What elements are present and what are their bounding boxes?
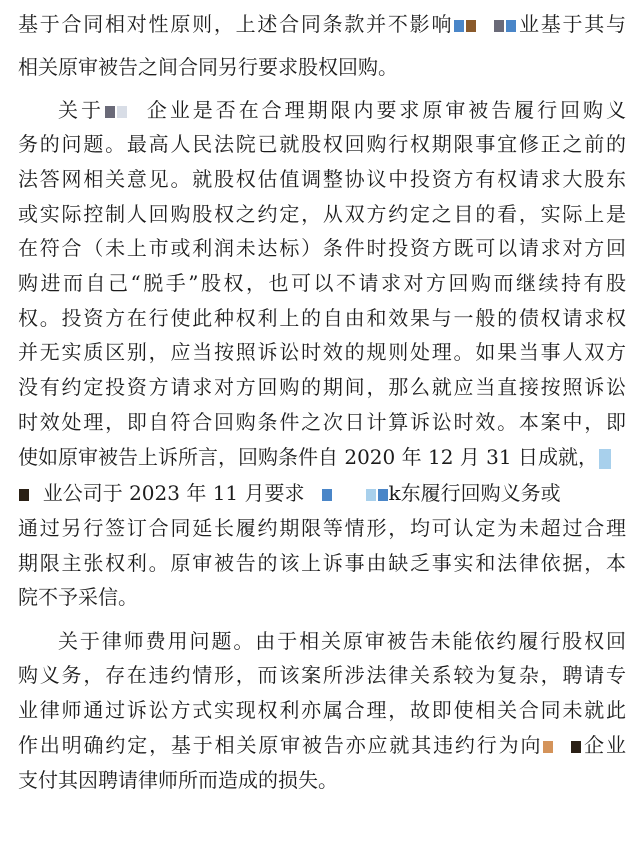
redaction-block — [466, 20, 476, 32]
text-line: 期限主张权利。原审被告的该上诉事由缺乏事实和法律依据，本 — [18, 551, 626, 575]
text-line: 或实际控制人回购股权之约定，从双方约定之目的看，实际上是 — [18, 202, 626, 226]
text-line: 关于律师费用问题。由于相关原审被告未能依约履行股权回 — [58, 629, 626, 653]
redaction-block — [322, 489, 332, 501]
redaction-block — [543, 741, 553, 753]
text-line: 购义务，存在违约情形，而该案所涉法律关系较为复杂，聘请专 — [18, 663, 626, 687]
text-line: 使如原审被告上诉所言，回购条件自 2020 年 12 月 31 日成就， — [18, 441, 626, 473]
redaction-block — [117, 106, 127, 118]
text-line: 相关原审被告之间合同另行要求股权回购。 — [18, 55, 398, 79]
text-line: 通过另行签订合同延长履约期限等情形，均可认定为未超过合理 — [18, 516, 626, 540]
redaction-block — [378, 489, 388, 501]
text-line: 作出明确约定，基于相关原审被告亦应就其违约行为向 企业 — [18, 733, 627, 757]
text-line: 业公司于 2023 年 11 月要求 k东履行回购义务或 — [18, 477, 626, 509]
redaction-block — [599, 449, 611, 469]
redaction-block — [494, 20, 504, 32]
redaction-block — [506, 20, 516, 32]
text-line: 支付其因聘请律师所而造成的损失。 — [18, 768, 338, 792]
redaction-block — [454, 20, 464, 32]
text-line: 在符合（未上市或利润未达标）条件时投资方既可以请求对方回 — [18, 236, 626, 260]
text-line: 没有约定投资方请求对方回购的期间，那么就应当直接按照诉讼 — [18, 375, 626, 399]
redaction-block — [571, 741, 581, 753]
text-line: 权。投资方在行使此种权利上的自由和效果与一般的债权请求权 — [18, 306, 626, 330]
text-line: 关于 企业是否在合理期限内要求原审被告履行回购义 — [58, 98, 627, 122]
text-line: 院不予采信。 — [18, 585, 138, 609]
redaction-block — [19, 489, 29, 501]
text-line: 业律师通过诉讼方式实现权利亦属合理，故即使相关合同未就此 — [18, 698, 626, 722]
redaction-block — [105, 106, 115, 118]
text-line: 务的问题。最高人民法院已就股权回购行权期限事宜修正之前的 — [18, 132, 626, 156]
text-line: 法答网相关意见。就股权估值调整协议中投资方有权请求大股东 — [18, 167, 626, 191]
text-line: 基于合同相对性原则，上述合同条款并不影响 业基于其与 — [18, 12, 627, 36]
redaction-block — [366, 489, 376, 501]
text-line: 购进而自己“脱手”股权，也可以不请求对方回购而继续持有股 — [18, 271, 626, 295]
text-line: 并无实质区别，应当按照诉讼时效的规则处理。如果当事人双方 — [18, 340, 626, 364]
text-line: 时效处理，即自符合回购条件之次日计算诉讼时效。本案中，即 — [18, 410, 626, 434]
